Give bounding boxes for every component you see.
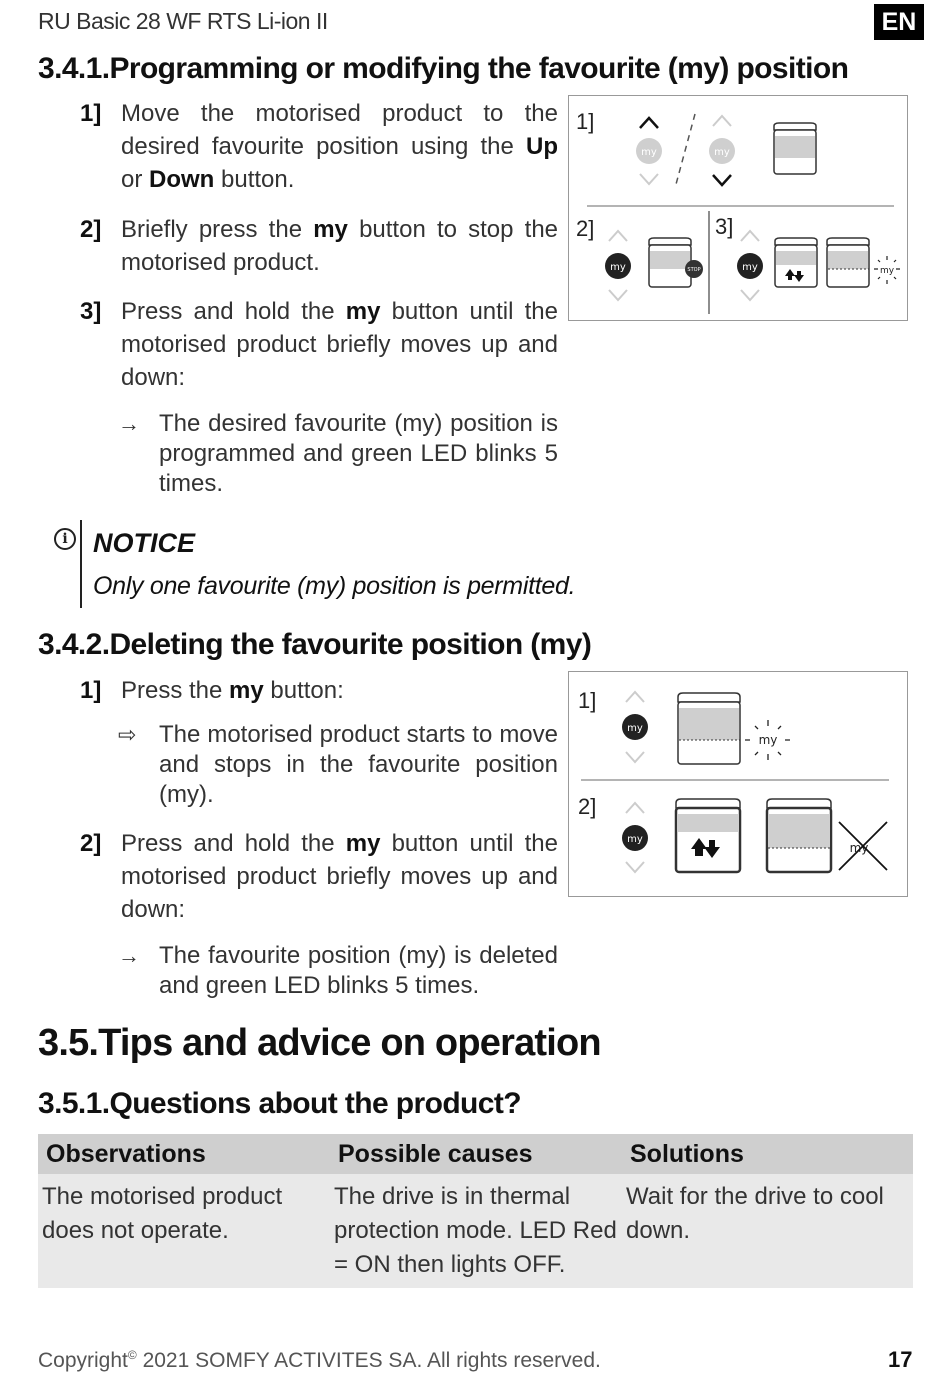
notice-title: NOTICE [93,528,196,558]
svg-text:STOP: STOP [687,267,701,273]
svg-text:my: my [879,266,895,276]
step-3-result: → The desired favourite (my) position is programmed and green LED blinks 5 times. [118,410,558,497]
table-row [38,1174,913,1288]
step-3 [80,295,558,394]
svg-text:my: my [714,147,730,158]
svg-text:1]: 1] [576,109,595,134]
outline-arrow-icon: ⇨ [118,722,137,747]
step-number: 1] [80,677,102,704]
notice-divider [80,520,82,608]
deleting-diagram [569,672,909,898]
svg-text:my: my [849,841,869,855]
svg-text:my: my [610,262,626,273]
notice-text: Only one favourite (my) position is permitted. [93,572,576,600]
step-1 [80,97,558,196]
svg-text:1]: 1] [578,688,597,713]
troubleshooting-table [38,1134,913,1288]
step-text: Press and hold the my button until the motorised product briefly moves up and down: [121,830,558,923]
svg-text:my: my [641,147,657,158]
delete-step-1 [80,674,558,707]
table-header-row [38,1134,913,1174]
deleting-illustration [568,671,908,897]
step-text: Briefly press the my button to stop the motorised product. [121,216,559,276]
step-number: 3] [80,298,102,325]
step-2 [80,213,558,279]
step-text: Press and hold the my button until the motorised product briefly moves up and down: [121,298,558,391]
language-badge: EN [874,4,924,40]
svg-text:3]: 3] [715,214,734,239]
svg-text:my: my [758,733,778,747]
table-cell: The drive is in thermal protection mode. LED Red = ON then lights OFF. [330,1174,622,1288]
programming-illustration [568,95,908,321]
column-header: Solutions [622,1134,913,1174]
delete-step-1-result: ⇨ The motorised product starts to move and stops in the favourite position (my). [118,721,558,808]
section-3-5-heading: 3.5.Tips and advice on operation [38,1022,601,1064]
section-3-4-2-heading: 3.4.2.Deleting the favourite position (my) [38,628,592,661]
right-arrow-icon: → [118,943,140,968]
right-arrow-icon: → [118,411,140,436]
table-cell: The motorised product does not operate. [38,1174,330,1288]
step-number: 1] [80,100,102,127]
section-3-4-1-heading: 3.4.1.Programming or modifying the favourite (my) position [38,52,849,85]
notice-box [54,520,654,610]
document-header-title: RU Basic 28 WF RTS Li-ion II [38,8,328,34]
copyright-footer: Copyright© 2021 SOMFY ACTIVITES SA. All rights reserved. [38,1348,601,1372]
svg-text:my: my [742,262,758,273]
programming-diagram [569,96,909,322]
page-number: 17 [888,1347,913,1372]
table-cell: Wait for the drive to cool down. [622,1174,913,1288]
step-text: Press the my button: [121,677,344,704]
info-icon: i [54,528,76,550]
column-header: Observations [38,1134,330,1174]
svg-text:my: my [627,723,643,734]
delete-step-2 [80,827,558,926]
step-number: 2] [80,216,102,243]
step-number: 2] [80,830,102,857]
column-header: Possible causes [330,1134,622,1174]
step-text: Move the motorised product to the desired favourite position using the Up or Down button. [121,100,558,193]
svg-text:2]: 2] [578,794,597,819]
delete-step-2-result: → The favourite position (my) is deleted and green LED blinks 5 times. [118,942,558,999]
svg-text:2]: 2] [576,216,595,241]
svg-text:my: my [627,834,643,845]
section-3-5-1-heading: 3.5.1.Questions about the product? [38,1087,521,1120]
